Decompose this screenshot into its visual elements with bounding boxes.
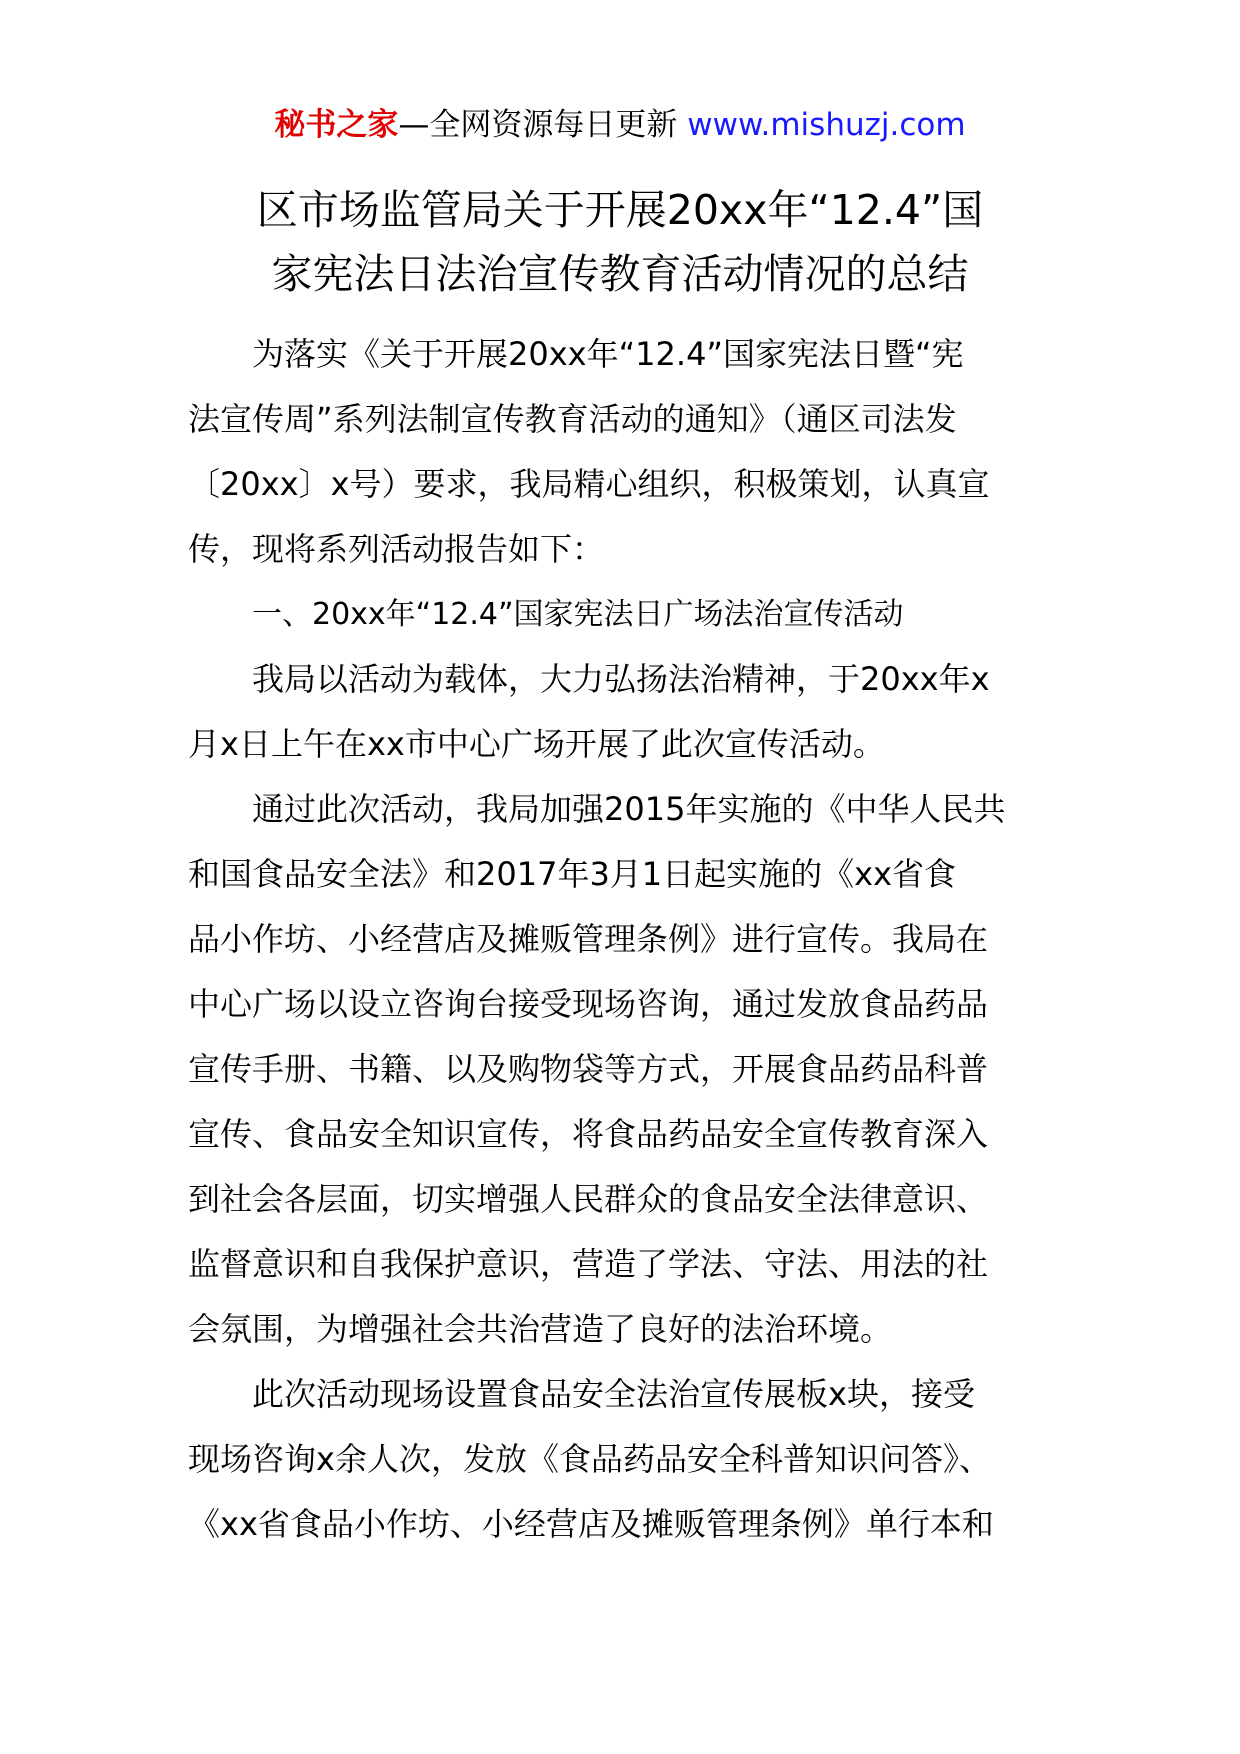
body-line: 品小作坊、小经营店及摊贩管理条例》进行宣传。我局在 — [188, 920, 989, 958]
body-line: 通过此次活动，我局加强2015年实施的《中华人民共 — [252, 790, 1006, 828]
body-line: 宣传手册、书籍、以及购物袋等方式，开展食品药品科普 — [188, 1050, 989, 1088]
body-line: 为落实《关于开展20xx年“12.4”国家宪法日暨“宪 — [252, 335, 964, 373]
body-line: 中心广场以设立咨询台接受现场咨询，通过发放食品药品 — [188, 985, 989, 1023]
section-heading: 一、20xx年“12.4”国家宪法日广场法治宣传活动 — [252, 597, 904, 632]
body-line: 此次活动现场设置食品安全法治宣传展板x块，接受 — [252, 1375, 975, 1413]
body-line: 我局以活动为载体，大力弘扬法治精神，于20xx年x — [252, 660, 990, 698]
body-line: 宣传、食品安全知识宣传，将食品药品安全宣传教育深入 — [188, 1115, 989, 1153]
site-header — [0, 102, 1240, 148]
body-line: 会氛围，为增强社会共治营造了良好的法治环境。 — [188, 1310, 893, 1348]
body-line: 和国食品安全法》和2017年3月1日起实施的《xx省食 — [188, 855, 957, 893]
body-line: 〔20xx〕x号）要求，我局精心组织，积极策划，认真宣 — [188, 465, 990, 503]
site-url[interactable]: www.mishuzj.com — [687, 107, 966, 143]
body-line: 监督意识和自我保护意识，营造了学法、守法、用法的社 — [188, 1245, 989, 1283]
brand-slogan: —全网资源每日更新 — [398, 107, 678, 143]
title-line-1: 区市场监管局关于开展20xx年“12.4”国 — [256, 186, 984, 234]
title-line-2: 家宪法日法治宣传教育活动情况的总结 — [271, 250, 969, 298]
body-line: 到社会各层面，切实增强人民群众的食品安全法律意识、 — [188, 1180, 989, 1218]
brand-name: 秘书之家 — [274, 107, 399, 143]
document-title — [175, 178, 1065, 306]
body-line: 法宣传周”系列法制宣传教育活动的通知》（通区司法发 — [188, 400, 957, 438]
body-line: 传，现将系列活动报告如下： — [188, 530, 605, 568]
body-line: 《xx省食品小作坊、小经营店及摊贩管理条例》单行本和 — [188, 1505, 994, 1543]
body-line: 月x日上午在xx市中心广场开展了此次宣传活动。 — [188, 725, 885, 763]
body-line: 现场咨询x余人次，发放《食品药品安全科普知识问答》、 — [188, 1440, 991, 1478]
document-body — [188, 322, 1068, 1557]
